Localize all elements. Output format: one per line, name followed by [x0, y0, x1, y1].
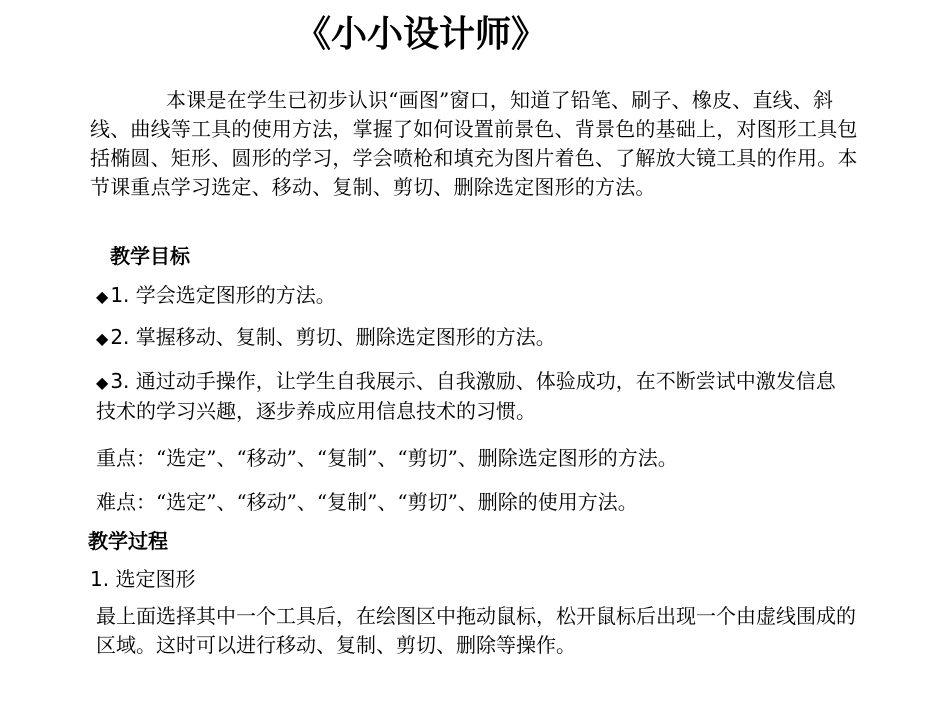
step-1-description: 最上面选择其中一个工具后，在绘图区中拖动鼠标，松开鼠标后出现一个由虚线围成的区域。这时可以进行移动、复制、剪切、删除等操作。	[96, 604, 856, 657]
teaching-goals-heading: 教学目标	[110, 244, 190, 268]
diamond-bullet-icon: ◆	[96, 373, 109, 392]
teaching-process-heading: 教学过程	[88, 529, 168, 553]
goal-number: 2.	[110, 325, 130, 349]
intro-paragraph: 本课是在学生已初步认识“画图”窗口，知道了铅笔、刷子、橡皮、直线、斜线、曲线等工具的使用方法，掌握了如何设置前景色、背景色的基础上，对图形工具包括椭圆、矩形、圆形的学习，学会喷枪和填充为图片着色、了解放大镜工具的作用。本节课重点学习选定、移动、复制、剪切、删除选定图形的方法。	[90, 88, 858, 199]
goal-number: 1.	[110, 283, 130, 307]
goal-item-2	[96, 323, 846, 353]
goal-text: 掌握移动、复制、剪切、删除选定图形的方法。	[129, 325, 556, 349]
diamond-bullet-icon: ◆	[96, 329, 109, 348]
goal-number: 3.	[110, 369, 130, 393]
step-title-text: 选定图形	[109, 567, 196, 591]
goal-item-3	[96, 367, 846, 426]
difficult-point: 难点：“选定”、“移动”、“复制”、“剪切”、删除的使用方法。	[96, 490, 638, 514]
goal-text: 学会选定图形的方法。	[129, 283, 336, 307]
diamond-bullet-icon: ◆	[96, 287, 109, 306]
step-1-title	[90, 565, 195, 593]
goal-text: 通过动手操作，让学生自我展示、自我激励、体验成功，在不断尝试中激发信息技术的学习兴趣，逐步养成应用信息技术的习惯。	[96, 369, 836, 423]
key-point: 重点：“选定”、“移动”、“复制”、“剪切”、删除选定图形的方法。	[96, 446, 678, 470]
step-number: 1.	[90, 567, 110, 591]
document-title: 《小小设计师》	[295, 13, 548, 55]
goal-item-1	[96, 281, 846, 311]
